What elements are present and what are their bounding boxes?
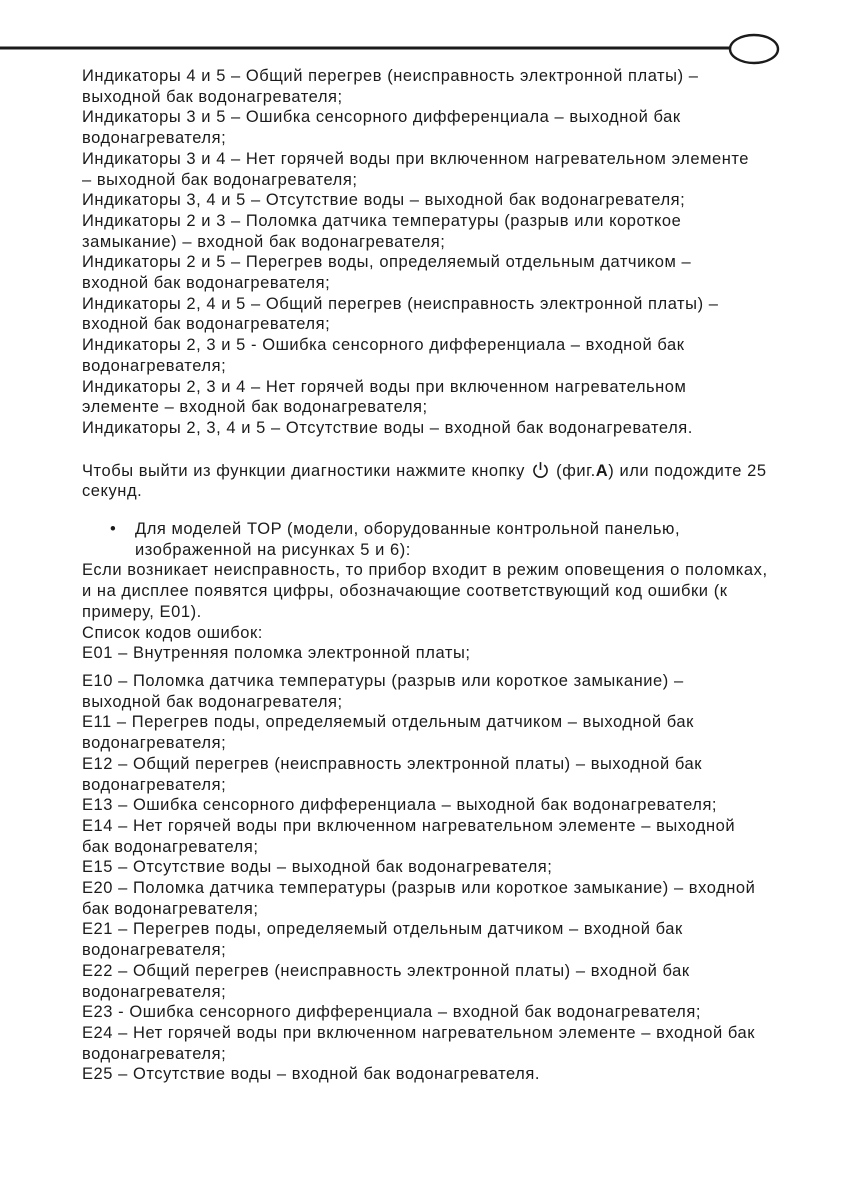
indicator-entry	[82, 294, 798, 335]
indicator-entry	[82, 335, 798, 376]
text-line: водонагревателя;	[82, 775, 227, 794]
text-line: Е15 – Отсутствие воды – выходной бак водонагревателя;	[82, 858, 553, 877]
error-code-entry	[82, 712, 798, 753]
text-line: выходной бак водонагревателя;	[82, 692, 343, 711]
text-line: водонагревателя;	[82, 982, 227, 1001]
text-line: Индикаторы 4 и 5 – Общий перегрев (неисправность электронной платы) –	[82, 67, 699, 85]
page-content	[82, 66, 798, 1085]
text-line: выходной бак водонагревателя;	[82, 87, 343, 106]
page-number-oval	[730, 35, 778, 63]
text-line: входной бак водонагревателя;	[82, 274, 331, 293]
text-line: и на дисплее появятся цифры, обозначающие соответствующий код ошибки (к	[82, 582, 728, 601]
text-line: примеру, Е01).	[82, 602, 202, 621]
text-line: водонагревателя;	[82, 1044, 227, 1063]
error-code-entry	[82, 816, 798, 857]
error-code-entry	[82, 857, 798, 878]
text-line: Е24 – Нет горячей воды при включенном нагревательном элементе – входной бак	[82, 1023, 755, 1042]
error-code-entry	[82, 671, 798, 712]
text-line: Е23 - Ошибка сенсорного дифференциала – входной бак водонагревателя;	[82, 1003, 701, 1022]
error-code-entry	[82, 643, 798, 664]
indicator-entry	[82, 377, 798, 418]
text-line: Индикаторы 2, 3, 4 и 5 – Отсутствие воды – входной бак водонагревателя.	[82, 418, 693, 437]
text-line: Индикаторы 2, 3 и 5 - Ошибка сенсорного дифференциала – входной бак	[82, 336, 685, 355]
indicator-entry	[82, 107, 798, 148]
error-code-entry	[82, 795, 798, 816]
indicator-fault-list	[82, 66, 798, 439]
text-line: Индикаторы 3, 4 и 5 – Отсутствие воды – выходной бак водонагревателя;	[82, 191, 686, 210]
error-code-entry	[82, 754, 798, 795]
text-line: водонагревателя;	[82, 734, 227, 753]
top-models-bullet-text	[135, 519, 680, 560]
text-line: Индикаторы 3 и 4 – Нет горячей воды при включенном нагревательном элементе	[82, 149, 750, 168]
text-line: Индикаторы 2 и 5 – Перегрев воды, определяемый отдельным датчиком –	[82, 253, 692, 272]
bullet-icon: •	[110, 520, 117, 539]
text-line: Е12 – Общий перегрев (неисправность электронной платы) – выходной бак	[82, 754, 702, 773]
text-line: Е11 – Перегрев поды, определяемый отдельным датчиком – выходной бак	[82, 713, 694, 732]
exit-note-text: Чтобы выйти из функции диагностики нажмите кнопку	[82, 461, 531, 480]
error-list-label: Список кодов ошибок:	[82, 623, 263, 642]
text-line: Е10 – Поломка датчика температуры (разрыв или короткое замыкание) –	[82, 671, 684, 690]
text-line: Е21 – Перегрев поды, определяемый отдельным датчиком – входной бак	[82, 920, 683, 939]
text-line: Е25 – Отсутствие воды – входной бак водонагревателя.	[82, 1065, 540, 1084]
error-code-entry	[82, 961, 798, 1002]
text-line: Е01 – Внутренняя поломка электронной платы;	[82, 644, 471, 663]
exit-diagnostics-note	[82, 460, 798, 502]
text-line: элементе – входной бак водонагревателя;	[82, 398, 428, 417]
text-line: Индикаторы 2, 4 и 5 – Общий перегрев (неисправность электронной платы) –	[82, 294, 719, 313]
text-line: водонагревателя;	[82, 941, 227, 960]
text-line: Е22 – Общий перегрев (неисправность электронной платы) – входной бак	[82, 961, 690, 980]
figure-label: А	[595, 461, 609, 480]
text-line: Е14 – Нет горячей воды при включенном нагревательном элементе – выходной	[82, 816, 736, 835]
error-code-list	[82, 643, 798, 1085]
text-line: Индикаторы 2 и 3 – Поломка датчика температуры (разрыв или короткое	[82, 211, 682, 230]
text-line: входной бак водонагревателя;	[82, 315, 331, 334]
indicator-entry	[82, 211, 798, 252]
text-line: – выходной бак водонагревателя;	[82, 170, 358, 189]
indicator-entry	[82, 190, 798, 211]
indicator-entry	[82, 252, 798, 293]
fault-mode-paragraph	[82, 560, 798, 622]
text-line: водонагревателя;	[82, 356, 227, 375]
text-line: изображенной на рисунках 5 и 6):	[135, 540, 411, 559]
text-line: Е20 – Поломка датчика температуры (разрыв или короткое замыкание) – входной	[82, 879, 756, 898]
power-icon	[531, 460, 550, 480]
text-line: Е13 – Ошибка сенсорного дифференциала – выходной бак водонагревателя;	[82, 796, 718, 815]
error-code-entry	[82, 1002, 798, 1023]
error-code-entry	[82, 1023, 798, 1064]
text-line: Индикаторы 3 и 5 – Ошибка сенсорного дифференциала – выходной бак	[82, 108, 681, 127]
error-code-entry	[82, 919, 798, 960]
error-code-entry	[82, 878, 798, 919]
text-line: замыкание) – входной бак водонагревателя;	[82, 232, 446, 251]
exit-note-text: (фиг.	[551, 461, 596, 480]
text-line: водонагревателя;	[82, 129, 227, 148]
exit-note-text: ) или подождите 25	[608, 461, 767, 480]
text-line: Если возникает неисправность, то прибор входит в режим оповещения о поломках,	[82, 561, 768, 580]
header-rule	[0, 0, 850, 75]
indicator-entry	[82, 418, 798, 439]
indicator-entry	[82, 66, 798, 107]
top-models-bullet	[82, 519, 798, 560]
error-code-entry	[82, 1064, 798, 1085]
text-line: бак водонагревателя;	[82, 837, 259, 856]
text-line: Для моделей TOP (модели, оборудованные контрольной панелью,	[135, 520, 681, 539]
text-line: Индикаторы 2, 3 и 4 – Нет горячей воды при включенном нагревательном	[82, 377, 687, 396]
indicator-entry	[82, 149, 798, 190]
text-line: бак водонагревателя;	[82, 899, 259, 918]
exit-note-text: секунд.	[82, 482, 143, 501]
